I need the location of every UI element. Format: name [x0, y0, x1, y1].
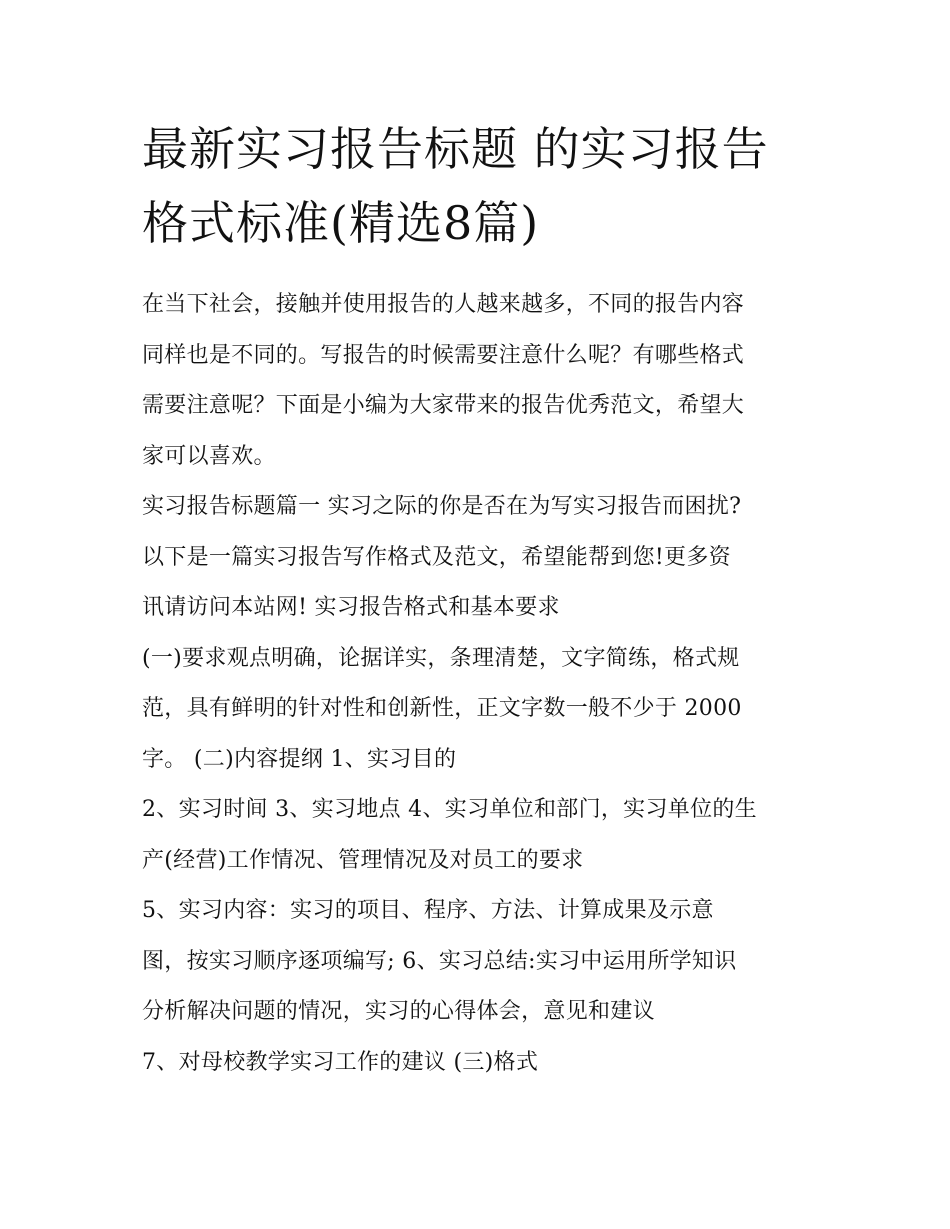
title-line: 最新实习报告标题 的实习报告: [142, 122, 769, 176]
paragraph-line: 字。 (二)内容提纲 1、实习目的: [142, 746, 457, 772]
paragraph-line: 范，具有鲜明的针对性和创新性，正文字数一般不少于 2000: [142, 696, 742, 721]
document-body: [142, 280, 822, 1088]
paragraph-line: 讯请访问本站网! 实习报告格式和基本要求: [142, 595, 560, 620]
paragraph-line: 图，按实习顺序逐项编写; 6、实习总结:实习中运用所学知识: [142, 948, 737, 974]
title-line: 格式标准(精选8篇): [142, 196, 540, 250]
document-title: [142, 112, 822, 260]
paragraph-line: 产(经营)工作情况、管理情况及对员工的要求: [142, 847, 584, 873]
paragraph-line: 需要注意呢？下面是小编为大家带来的报告优秀范文，希望大: [142, 393, 745, 418]
paragraph-line: 在当下社会，接触并使用报告的人越来越多，不同的报告内容: [142, 292, 745, 317]
paragraph-line: 以下是一篇实习报告写作格式及范文，希望能帮到您!更多资: [142, 544, 731, 570]
paragraph-line: 2、实习时间 3、实习地点 4、实习单位和部门，实习单位的生: [142, 797, 757, 822]
paragraph-line: 分析解决问题的情况，实习的心得体会，意见和建议: [142, 999, 655, 1024]
paragraph-line: 实习报告标题篇一 实习之际的你是否在为写实习报告而困扰?: [142, 494, 742, 519]
paragraph-line: (一)要求观点明确，论据详实，条理清楚，文字简练，格式规: [142, 645, 740, 671]
paragraph-line: 同样也是不同的。写报告的时候需要注意什么呢？有哪些格式: [142, 342, 745, 368]
paragraph-line: 家可以喜欢。: [142, 443, 276, 469]
paragraph-line: 7、对母校教学实习工作的建议 (三)格式: [142, 1049, 539, 1075]
paragraph-line: 5、实习内容：实习的项目、程序、方法、计算成果及示意: [142, 898, 714, 923]
